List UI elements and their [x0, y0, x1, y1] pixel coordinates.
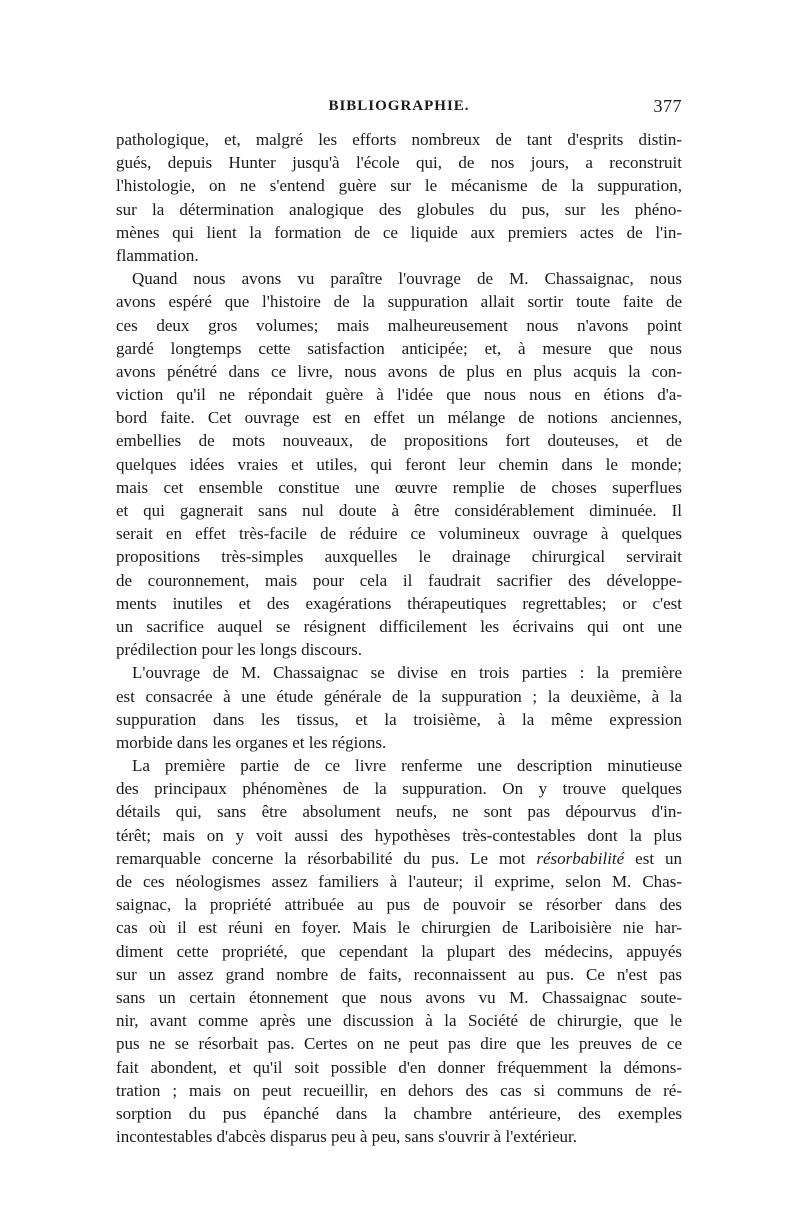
text-line: L'ouvrage de M. Chassaignac se divise en trois parties : la première: [132, 663, 682, 683]
text-line: Quand nous avons vu paraître l'ouvrage de M. Chassaignac, nous: [132, 269, 682, 289]
text-line: saignac, la propriété attribuée au pus de pouvoir se résorber dans des: [116, 895, 682, 915]
text-line: mènes qui lient la formation de ce liquide aux premiers actes de l'in-: [116, 222, 682, 242]
text-line: est consacrée à une étude générale de la suppuration ; la deuxième, à la: [116, 686, 682, 706]
text-line: avons pénétré dans ce livre, nous avons de plus en plus acquis la con-: [116, 361, 682, 381]
text-line: sans un certain étonnement que nous avons vu M. Chassaignac soute-: [116, 987, 682, 1007]
text-line: serait en effet très-facile de réduire ce volumineux ouvrage à quelques: [116, 524, 682, 544]
text-line: morbide dans les organes et les régions.: [116, 732, 387, 752]
text-line: cas où il est réuni en foyer. Mais le chirurgien de Lariboisière nie har-: [116, 918, 682, 938]
text-line: sorption du pus épanché dans la chambre antérieure, des exemples: [116, 1103, 682, 1123]
text-line: sur la détermination analogique des globules du pus, sur les phéno-: [116, 199, 682, 219]
text-line: pus ne se résorbait pas. Certes on ne peut pas dire que les preuves de ce: [116, 1034, 682, 1054]
text-line: térêt; mais on y voit aussi des hypothèses très-contestables dont la plus: [116, 825, 682, 845]
text-line: flammation.: [116, 245, 199, 265]
text-line: avons espéré que l'histoire de la suppuration allait sortir toute faite de: [116, 292, 682, 312]
text-line: embellies de mots nouveaux, de propositions fort douteuses, et de: [116, 431, 682, 451]
text-line: propositions très-simples auxquelles le drainage chirurgical servirait: [116, 547, 682, 567]
text-line: ments inutiles et des exagérations thérapeutiques regrettables; or c'est: [116, 593, 682, 613]
text-line: ces deux gros volumes; mais malheureusement nous n'avons point: [116, 315, 682, 335]
text-line: l'histologie, on ne s'entend guère sur le mécanisme de la suppuration,: [116, 176, 682, 196]
text-line: un sacrifice auquel se résignent difficilement les écrivains qui ont une: [116, 616, 682, 636]
text-line: suppuration dans les tissus, et la troisième, à la même expression: [116, 709, 682, 729]
text-line: viction qu'il ne répondait guère à l'idée que nous nous en étions d'a-: [116, 385, 682, 405]
text-line: fait abondent, et qu'il soit possible d'en donner fréquemment la démons-: [116, 1057, 682, 1077]
text-line: nir, avant comme après une discussion à la Société de chirurgie, que le: [116, 1011, 682, 1031]
text-line: incontestables d'abcès disparus peu à peu, sans s'ouvrir à l'extérieur.: [116, 1127, 577, 1147]
text-line: La première partie de ce livre renferme une description minutieuse: [132, 756, 682, 776]
text-line: remarquable concerne la résorbabilité du pus. Le mot résorbabilité est un: [116, 848, 682, 868]
text-line: pathologique, et, malgré les efforts nombreux de tant d'esprits distin-: [116, 130, 682, 149]
text-line: sur un assez grand nombre de faits, reconnaissent au pus. Ce n'est pas: [116, 964, 682, 984]
text-line: diment cette propriété, que cependant la plupart des médecins, appuyés: [116, 941, 682, 961]
text-line: de couronnement, mais pour cela il faudrait sacrifier des développe-: [116, 570, 682, 590]
text-line: tration ; mais on peut recueillir, en dehors des cas si communs de ré-: [116, 1080, 682, 1100]
text-line: et qui gagnerait sans nul doute à être considérablement diminuée. Il: [116, 501, 682, 520]
text-line: quelques idées vraies et utiles, qui feront leur chemin dans le monde;: [116, 454, 682, 474]
body-text: [116, 128, 682, 1147]
text-line: bord faite. Cet ouvrage est en effet un mélange de notions anciennes,: [116, 408, 682, 428]
italic-term: résorbabilité: [536, 848, 625, 868]
page-number: 377: [653, 96, 682, 116]
text-line: détails qui, sans être absolument neufs, ne sont pas dépourvus d'in-: [116, 802, 682, 822]
running-head: [116, 98, 682, 122]
text-line: mais cet ensemble constitue une œuvre remplie de choses superflues: [116, 477, 682, 497]
text-line: gardé longtemps cette satisfaction anticipée; et, à mesure que nous: [116, 338, 682, 358]
text-line: prédilection pour les longs discours.: [116, 640, 362, 660]
text-line: des principaux phénomènes de la suppuration. On y trouve quelques: [116, 779, 682, 799]
text-line: de ces néologismes assez familiers à l'auteur; il exprime, selon M. Chas-: [116, 872, 682, 891]
text-line: gués, depuis Hunter jusqu'à l'école qui, de nos jours, a reconstruit: [116, 153, 682, 173]
running-title: BIBLIOGRAPHIE.: [328, 98, 470, 114]
